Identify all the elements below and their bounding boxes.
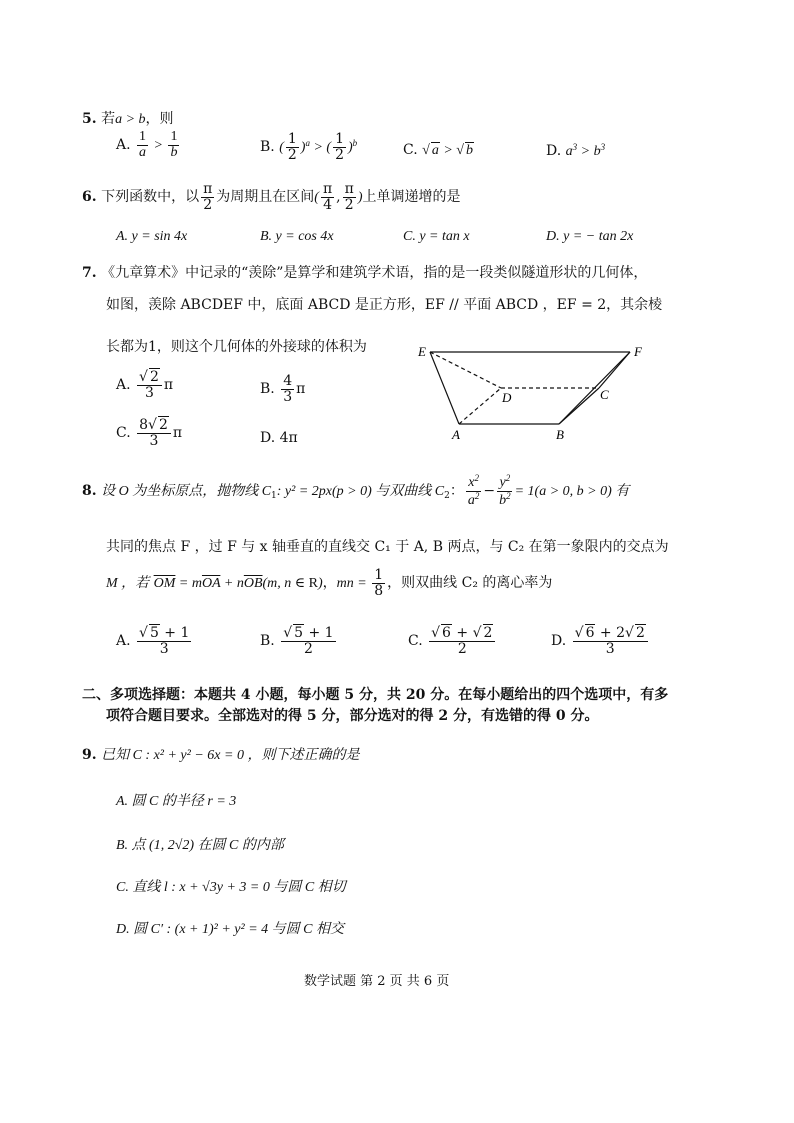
q7-option-c: C. $\frac{8√ 2}{3}$ π	[116, 417, 183, 449]
label-b: B	[556, 427, 564, 442]
q6-option-a: A. y = sin 4x	[116, 229, 188, 244]
q6-option-d: D. y = − tan 2x	[546, 229, 634, 244]
label-d: D	[502, 390, 512, 405]
q8-option-b: B. $\frac{√ 5 + 1}{2}$	[260, 625, 334, 657]
q8-line3: M ，若 $\overline{OM} = m\overline{OA} + n\overline{OB}(m$, n ∈ R)，mn = $\frac{1}{8}$ ，则双曲线 C₂ 的离心率为	[106, 567, 553, 599]
q9-option-c: C. 直线 l : x + √3y + 3 = 0 与圆 C 相切	[116, 880, 346, 895]
q8-option-c: C. $\frac{√ 6 + √ 2}{2}$	[408, 626, 497, 656]
page-footer: 数学试题 第 2 页 共 6 页	[304, 974, 450, 989]
q8-option-d: D. $\frac{√ 6 + 2√ 2}{3}$	[551, 626, 650, 656]
section2-line2: 项符合题目要求。全部选对的得 5 分，部分选对的得 2 分，有选错的得 0 分。	[106, 708, 599, 724]
q5-stem: 5. 若a > b，则	[82, 111, 174, 127]
q7-option-b: B. $\frac{4}{3}$ π	[260, 373, 306, 405]
q5-number: 5.	[82, 111, 97, 127]
q5-option-b: B. ( $\frac{1}{2}$ )$^a$ > ( $\frac{1}{2}$ )$^b$	[260, 131, 358, 163]
q7-line3: 长都为1，则这个几何体的外接球的体积为	[106, 339, 367, 355]
q7-option-d: D. 4π	[260, 430, 298, 446]
edge-cf	[599, 352, 630, 388]
q7-line1: 7. 《九章算术》中记录的“羡除”是算学和建筑学术语，指的是一段类似隧道形状的几何体，	[82, 265, 648, 281]
q9-option-d: D. 圆 C′ : (x + 1)² + y² = 4 与圆 C 相交	[116, 922, 344, 937]
q9-option-b: B. 点 (1, 2√2) 在圆 C 的内部	[116, 838, 284, 853]
q8-line1: 8. 设 O 为坐标原点，抛物线 $C_1$: y² = 2px(p > 0) 与双曲线 $C_2$： $\frac{x^2}{a^2}$ − $\frac{y^2}{b^2}$ = 1(a > 0, b > 0) 有	[82, 473, 630, 508]
q5-option-c: C. √ a > √ b	[403, 142, 473, 158]
q7-option-a: A. $\frac{√ 2}{3}$ π	[116, 369, 174, 401]
q6-stem: 6. 下列函数中，以 $\frac{\pi}{2}$ 为周期且在区间( $\frac{\pi}{4}$ , $\frac{\pi}{2}$ )上单调递增的是	[82, 181, 461, 213]
label-a: A	[452, 427, 460, 442]
q8-line2: 共同的焦点 F ，过 F 与 x 轴垂直的直线交 C₁ 于 A, B 两点，与 C₂ 在第一象限内的交点为	[106, 539, 669, 555]
edge-ad	[459, 388, 501, 424]
q9-option-a: A. 圆 C 的半径 r = 3	[116, 794, 237, 809]
label-e: E	[418, 344, 426, 359]
q6-number: 6.	[82, 189, 97, 206]
q7-figure	[414, 340, 654, 444]
label-f: F	[634, 344, 642, 359]
q8-number: 8.	[82, 483, 97, 500]
q9-number: 9.	[82, 747, 97, 763]
edge-ea	[430, 352, 459, 424]
q7-number: 7.	[82, 265, 97, 281]
q8-option-a: A. $\frac{√ 5 + 1}{3}$	[116, 625, 190, 657]
q6-option-c: C. y = tan x	[403, 229, 470, 244]
q6-option-b: B. y = cos 4x	[260, 229, 334, 244]
q5-option-d: D. $a^3 > b^3$	[546, 142, 606, 159]
q7-line2: 如图，羡除 ABCDEF 中，底面 ABCD 是正方形，EF // 平面 ABCD ，EF = 2，其余棱	[106, 297, 663, 313]
q5-option-a: A. $\frac{1}{a}$ > $\frac{1}{b}$	[116, 129, 178, 160]
label-c: C	[600, 387, 609, 402]
edge-ed	[430, 352, 501, 388]
section2-line1: 二、多项选择题：本题共 4 小题，每小题 5 分，共 20 分。在每小题给出的四个选项中，有多	[82, 687, 669, 703]
q9-stem: 9. 已知 C : x² + y² − 6x = 0 ，则下述正确的是	[82, 747, 360, 763]
